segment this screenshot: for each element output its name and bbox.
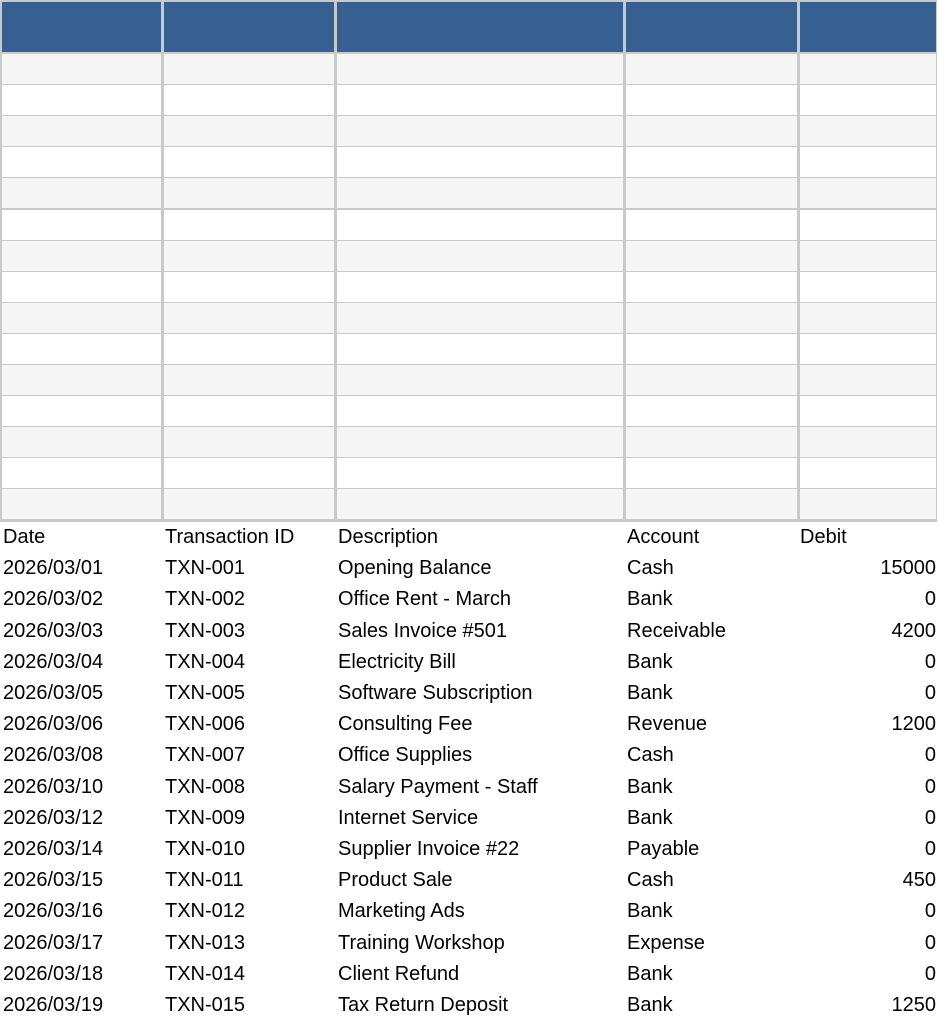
cell-description[interactable]: Marketing Ads <box>338 900 465 923</box>
cell-transaction-id[interactable]: TXN-014 <box>165 962 246 985</box>
cell-date[interactable]: 2026/03/05 <box>3 682 104 704</box>
styled-empty-cell-account[interactable] <box>626 116 797 146</box>
styled-empty-cell-debit[interactable] <box>800 427 936 457</box>
cell-transaction-id[interactable]: TXN-008 <box>165 775 246 798</box>
styled-empty-row <box>0 458 937 488</box>
cell-debit[interactable]: 0 <box>924 775 936 798</box>
cell-debit[interactable]: 0 <box>924 900 936 923</box>
styled-empty-cell-date[interactable] <box>2 489 161 519</box>
cell-date[interactable]: 2026/03/04 <box>3 650 104 673</box>
styled-empty-cell-transaction-id[interactable] <box>164 334 334 364</box>
styled-empty-cell-date[interactable] <box>2 427 161 457</box>
cell-description[interactable]: Supplier Invoice #22 <box>338 838 520 860</box>
cell-transaction-id[interactable]: TXN-010 <box>165 838 246 860</box>
cell-debit[interactable]: 0 <box>924 962 936 985</box>
cell-date[interactable]: 2026/03/03 <box>3 619 104 642</box>
styled-empty-cell-account[interactable] <box>626 396 797 426</box>
cell-date[interactable]: 2026/03/10 <box>3 775 104 798</box>
styled-empty-cell-debit[interactable] <box>800 396 936 426</box>
cell-description[interactable]: Electricity Bill <box>338 650 456 673</box>
cell-account[interactable]: Cash <box>627 557 674 580</box>
styled-empty-cell-debit[interactable] <box>800 85 936 115</box>
column-header-date[interactable]: Date <box>3 526 46 548</box>
styled-empty-row <box>0 489 937 519</box>
table-row <box>0 803 939 834</box>
styled-empty-cell-account[interactable] <box>626 303 797 333</box>
cell-account[interactable]: Expense <box>627 931 705 954</box>
cell-description[interactable]: Office Supplies <box>338 744 473 767</box>
cell-transaction-id[interactable]: TXN-012 <box>165 900 246 923</box>
cell-account[interactable]: Bank <box>627 650 673 673</box>
table-row <box>0 678 939 709</box>
styled-empty-row <box>0 334 937 364</box>
styled-empty-cell-transaction-id[interactable] <box>164 365 334 395</box>
styled-empty-cell-transaction-id[interactable] <box>164 272 334 302</box>
styled-empty-cell-debit[interactable] <box>800 458 936 488</box>
cell-transaction-id[interactable]: TXN-007 <box>165 744 246 767</box>
cell-transaction-id[interactable]: TXN-013 <box>165 931 246 954</box>
cell-description[interactable]: Office Rent - March <box>338 588 512 611</box>
cell-date[interactable]: 2026/03/01 <box>3 557 104 580</box>
table-row <box>0 896 939 927</box>
table-row <box>0 647 939 678</box>
cell-transaction-id[interactable]: TXN-006 <box>165 713 246 736</box>
styled-empty-cell-date[interactable] <box>2 458 161 488</box>
cell-description[interactable]: Sales Invoice #501 <box>338 619 508 642</box>
cell-date[interactable]: 2026/03/02 <box>3 588 104 611</box>
cell-account[interactable]: Bank <box>627 900 673 923</box>
cell-description[interactable]: Product Sale <box>338 869 453 892</box>
styled-empty-cell-date[interactable] <box>2 178 161 208</box>
table-row <box>0 865 939 896</box>
cell-account[interactable]: Bank <box>627 806 673 829</box>
styled-empty-cell-transaction-id[interactable] <box>164 458 334 488</box>
cell-debit[interactable]: 0 <box>924 931 936 954</box>
styled-empty-cell-debit[interactable] <box>800 210 936 240</box>
styled-empty-cell-date[interactable] <box>2 241 161 271</box>
cell-debit[interactable]: 450 <box>902 869 936 892</box>
styled-empty-cell-account[interactable] <box>626 147 797 177</box>
styled-empty-cell-date[interactable] <box>2 210 161 240</box>
styled-empty-cell-description[interactable] <box>337 116 623 146</box>
styled-empty-cell-account[interactable] <box>626 272 797 302</box>
styled-empty-cell-transaction-id[interactable] <box>164 178 334 208</box>
styled-empty-cell-account[interactable] <box>626 210 797 240</box>
styled-empty-cell-description[interactable] <box>337 272 623 302</box>
styled-empty-row <box>0 272 937 302</box>
styled-empty-cell-description[interactable] <box>337 210 623 240</box>
styled-empty-cell-debit[interactable] <box>800 147 936 177</box>
table-row <box>0 928 939 959</box>
cell-date[interactable]: 2026/03/16 <box>3 900 104 923</box>
cell-account[interactable]: Receivable <box>627 619 726 642</box>
styled-header-cell-account[interactable] <box>626 2 797 52</box>
cell-account[interactable]: Cash <box>627 869 674 892</box>
styled-empty-cell-description[interactable] <box>337 178 623 208</box>
table-row <box>0 959 939 990</box>
styled-empty-cell-description[interactable] <box>337 85 623 115</box>
styled-header-cell-debit[interactable] <box>800 2 936 52</box>
styled-empty-cell-description[interactable] <box>337 241 623 271</box>
styled-empty-cell-account[interactable] <box>626 178 797 208</box>
styled-empty-cell-description[interactable] <box>337 458 623 488</box>
styled-empty-cell-account[interactable] <box>626 427 797 457</box>
cell-date[interactable]: 2026/03/18 <box>3 962 104 985</box>
styled-empty-cell-date[interactable] <box>2 54 161 84</box>
cell-account[interactable]: Cash <box>627 744 674 767</box>
styled-empty-cell-date[interactable] <box>2 303 161 333</box>
styled-empty-cell-date[interactable] <box>2 147 161 177</box>
styled-empty-cell-transaction-id[interactable] <box>164 85 334 115</box>
cell-debit[interactable]: 0 <box>924 650 936 673</box>
styled-empty-cell-transaction-id[interactable] <box>164 241 334 271</box>
cell-transaction-id[interactable]: TXN-005 <box>165 682 246 704</box>
styled-empty-cell-description[interactable] <box>337 54 623 84</box>
styled-empty-cell-description[interactable] <box>337 303 623 333</box>
styled-empty-row <box>0 85 937 115</box>
table-row <box>0 709 939 740</box>
styled-header-cell-description[interactable] <box>337 2 623 52</box>
styled-empty-row <box>0 210 937 240</box>
cell-debit[interactable]: 0 <box>924 838 936 860</box>
cell-debit[interactable]: 4200 <box>891 619 936 642</box>
styled-empty-cell-account[interactable] <box>626 458 797 488</box>
cell-account[interactable]: Bank <box>627 994 673 1016</box>
cell-date[interactable]: 2026/03/19 <box>3 994 104 1016</box>
styled-empty-cell-description[interactable] <box>337 427 623 457</box>
styled-empty-row <box>0 178 937 208</box>
styled-empty-row <box>0 427 937 457</box>
styled-header-cell-date[interactable] <box>2 2 161 52</box>
styled-empty-cell-account[interactable] <box>626 241 797 271</box>
styled-empty-cell-transaction-id[interactable] <box>164 489 334 519</box>
styled-empty-cell-transaction-id[interactable] <box>164 116 334 146</box>
styled-header-row <box>0 2 937 52</box>
cell-debit[interactable]: 0 <box>924 806 936 829</box>
table-row <box>0 616 939 647</box>
cell-transaction-id[interactable]: TXN-015 <box>165 994 246 1016</box>
styled-empty-row <box>0 241 937 271</box>
cell-debit[interactable]: 0 <box>924 744 936 767</box>
cell-account[interactable]: Bank <box>627 682 673 704</box>
cell-debit[interactable]: 1200 <box>891 713 936 736</box>
table-row <box>0 584 939 615</box>
styled-empty-cell-debit[interactable] <box>800 272 936 302</box>
cell-debit[interactable]: 0 <box>924 588 936 611</box>
styled-empty-cell-debit[interactable] <box>800 334 936 364</box>
styled-empty-cell-account[interactable] <box>626 54 797 84</box>
styled-empty-cell-date[interactable] <box>2 116 161 146</box>
cell-description[interactable]: Tax Return Deposit <box>338 994 509 1016</box>
cell-transaction-id[interactable]: TXN-009 <box>165 806 246 829</box>
table-row <box>0 772 939 803</box>
styled-empty-cell-description[interactable] <box>337 489 623 519</box>
styled-empty-cell-debit[interactable] <box>800 116 936 146</box>
table-row <box>0 740 939 771</box>
column-header-row <box>0 522 939 553</box>
styled-empty-cell-description[interactable] <box>337 147 623 177</box>
styled-empty-cell-date[interactable] <box>2 396 161 426</box>
table-row <box>0 553 939 584</box>
cell-account[interactable]: Payable <box>627 838 700 860</box>
cell-account[interactable]: Bank <box>627 962 673 985</box>
styled-empty-cell-description[interactable] <box>337 365 623 395</box>
cell-description[interactable]: Internet Service <box>338 806 479 829</box>
styled-empty-cell-account[interactable] <box>626 365 797 395</box>
cell-description[interactable]: Consulting Fee <box>338 713 473 736</box>
styled-empty-row <box>0 54 937 84</box>
styled-empty-row <box>0 396 937 426</box>
cell-debit[interactable]: 1250 <box>891 994 936 1016</box>
column-header-transaction-id[interactable]: Transaction ID <box>165 526 295 548</box>
cell-date[interactable]: 2026/03/12 <box>3 806 104 829</box>
cell-description[interactable]: Software Subscription <box>338 682 533 704</box>
column-header-description[interactable]: Description <box>338 526 439 548</box>
cell-account[interactable]: Revenue <box>627 713 708 736</box>
styled-empty-cell-debit[interactable] <box>800 54 936 84</box>
styled-empty-cell-transaction-id[interactable] <box>164 303 334 333</box>
cell-transaction-id[interactable]: TXN-002 <box>165 588 246 611</box>
styled-empty-row <box>0 147 937 177</box>
cell-description[interactable]: Training Workshop <box>338 931 505 954</box>
styled-empty-row <box>0 365 937 395</box>
cell-transaction-id[interactable]: TXN-004 <box>165 650 246 673</box>
styled-empty-cell-account[interactable] <box>626 334 797 364</box>
cell-debit[interactable]: 0 <box>924 682 936 704</box>
styled-empty-cell-transaction-id[interactable] <box>164 210 334 240</box>
styled-empty-cell-account[interactable] <box>626 85 797 115</box>
styled-empty-cell-description[interactable] <box>337 334 623 364</box>
column-header-debit[interactable]: Debit <box>800 526 847 548</box>
cell-description[interactable]: Salary Payment - Staff <box>338 775 538 798</box>
styled-empty-cell-transaction-id[interactable] <box>164 54 334 84</box>
styled-empty-row <box>0 116 937 146</box>
cell-debit[interactable]: 15000 <box>880 557 936 580</box>
cell-transaction-id[interactable]: TXN-011 <box>165 869 244 892</box>
styled-empty-cell-transaction-id[interactable] <box>164 396 334 426</box>
styled-empty-cell-description[interactable] <box>337 396 623 426</box>
cell-account[interactable]: Bank <box>627 588 673 611</box>
cell-description[interactable]: Opening Balance <box>338 557 492 580</box>
styled-empty-cell-debit[interactable] <box>800 365 936 395</box>
cell-date[interactable]: 2026/03/08 <box>3 744 104 767</box>
column-header-account[interactable]: Account <box>627 526 700 548</box>
cell-transaction-id[interactable]: TXN-001 <box>165 557 246 580</box>
styled-empty-cell-debit[interactable] <box>800 241 936 271</box>
styled-empty-cell-date[interactable] <box>2 85 161 115</box>
cell-description[interactable]: Client Refund <box>338 962 460 985</box>
styled-empty-cell-debit[interactable] <box>800 303 936 333</box>
table-row <box>0 834 939 865</box>
styled-empty-cell-transaction-id[interactable] <box>164 427 334 457</box>
cell-account[interactable]: Bank <box>627 775 673 798</box>
cell-date[interactable]: 2026/03/14 <box>3 838 104 860</box>
cell-date[interactable]: 2026/03/17 <box>3 931 104 954</box>
styled-empty-cell-date[interactable] <box>2 334 161 364</box>
cell-date[interactable]: 2026/03/15 <box>3 869 104 892</box>
cell-date[interactable]: 2026/03/06 <box>3 713 104 736</box>
styled-empty-cell-account[interactable] <box>626 489 797 519</box>
styled-empty-cell-debit[interactable] <box>800 489 936 519</box>
styled-empty-row <box>0 303 937 333</box>
styled-empty-cell-transaction-id[interactable] <box>164 147 334 177</box>
styled-header-cell-transaction-id[interactable] <box>164 2 334 52</box>
cell-transaction-id[interactable]: TXN-003 <box>165 619 246 642</box>
styled-empty-cell-date[interactable] <box>2 365 161 395</box>
table-row <box>0 990 939 1021</box>
styled-empty-cell-date[interactable] <box>2 272 161 302</box>
styled-empty-cell-debit[interactable] <box>800 178 936 208</box>
